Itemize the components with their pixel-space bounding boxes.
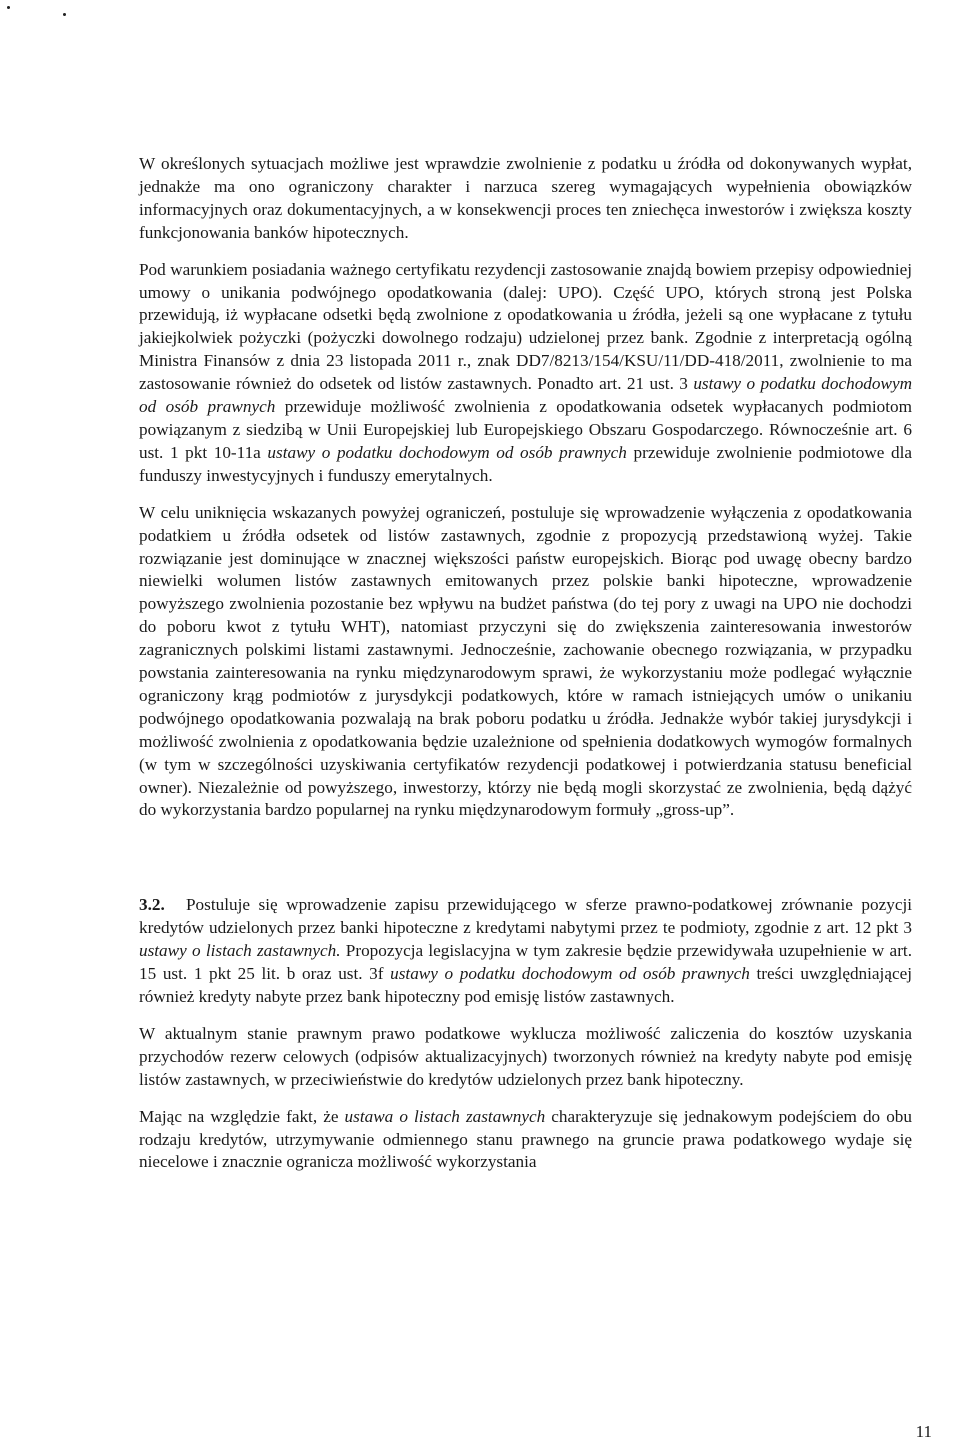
paragraph-p2 — [139, 259, 912, 488]
law-title-italic: ustawy o listach zastawnych. — [139, 941, 341, 961]
text-run: przewiduje możliwość zwolnienia z opodatkowania odsetek wypłacanych podmiotom powiązanym z siedzibą w Unii Europejskiej lub Europejskiego Obszaru Gospodarczego. Równocześnie art. 6 ust. 1 pkt 10-11a — [139, 397, 912, 462]
law-title-italic: ustawy o podatku dochodowym od osób prawnych — [390, 964, 750, 984]
text-run: W określonych sytuacjach możliwe jest wprawdzie zwolnienie z podatku u źródła od dokonywanych wypłat, jednakże ma ono ograniczony charakter i narzuca szereg wymagających wypełnienia obowiązków informacyjnych oraz dokumentacyjnych, a w konsekwencji proces ten zniechęca inwestorów i zwiększa koszty funkcjonowania banków hipotecznych. — [139, 154, 912, 242]
text-run: charakteryzuje się jednakowym podejściem do obu rodzaju kredytów, utrzymywanie odmiennego stanu prawnego na gruncie prawa podatkowego wydaje się niecelowe i znacznie ogranicza możliwość wykorzystania — [139, 1106, 912, 1172]
text-run: Mając na względzie fakt, że — [139, 1106, 345, 1126]
text-run: przewiduje zwolnienie podmiotowe dla funduszy inwestycyjnych i funduszy emerytalnych. — [139, 442, 913, 485]
scan-speck — [7, 6, 10, 9]
text-run: Postuluje się wprowadzenie zapisu przewidującego w sferze prawno-podatkowej zrównanie pozycji kredytów udzielonych przez banki hipoteczne z kredytami nabytymi przez te podmioty, zgodnie z art. 12 pkt 3 — [139, 895, 912, 938]
text-run: W aktualnym stanie prawnym prawo podatkowe wyklucza możliwość zaliczenia do kosztów uzyskania przychodów rezerw celowych (odpisów aktualizacyjnych) tworzonych również na kredyty nabyte pod emisję listów zastawnych, w przeciwieństwie do kredytów udzielonych przez bank hipoteczny. — [139, 1023, 912, 1089]
scan-speck — [63, 13, 66, 16]
law-title-italic: ustawy o podatku dochodowym od osób prawnych — [267, 442, 627, 462]
paragraph-p1 — [139, 153, 912, 245]
text-run: treści uwzględniającej również kredyty nabyte przez bank hipoteczny pod emisję listów zastawnych. — [139, 964, 912, 1006]
text-run: W celu uniknięcia wskazanych powyżej ograniczeń, postuluje się wprowadzenie wyłączenia z opodatkowania podatkiem u źródła odsetek od listów zastawnych, zgodnie z propozycją przedstawioną wyżej. Takie rozwiązanie jest dominujące w znacznej większości państw europejskich. Biorąc pod uwagę obecny bardzo niewielki wolumen listów zastawnych emitowanych przez polskie banki hipoteczne, wprowadzenie powyższego zwolnienia pozostanie bez wpływu na budżet państwa (do tej pory z uwagi na UPO nie dochodzi do poboru kwot z tytułu WHT), natomiast przyczyni się do zwiększenia zainteresowania inwestorów zagranicznych polskimi listami zastawnymi. Jednocześnie, zachowanie obecnego rozwiązania, w przypadku powstania zainteresowania na rynku międzynarodowym sprawi, że wykorzystaniu może podlegać wyłącznie ograniczony krąg podmiotów z jurysdykcji podatkowych, które w ramach istniejących umów o unikaniu podwójnego opodatkowania pozwalają na brak poboru podatku u źródła. Jednakże wybór takiej jurysdykcji i możliwość zwolnienia z opodatkowania będzie uzależnione od spełnienia dodatkowych wymogów formalnych (w tym w szczególności uzyskiwania certyfikatów rezydencji podatkowej i potwierdzania statusu beneficial owner). Niezależnie od powyższego, inwestorzy, którzy nie będą mogli skorzystać ze zwolnienia, będą dążyć do wykorzystania bardzo popularnej na rynku międzynarodowym formuły „gross-up”. — [139, 502, 912, 820]
paragraph-p3 — [139, 502, 912, 823]
law-title-italic: ustawa o listach zastawnych — [344, 1106, 546, 1126]
law-title-italic: ustawy o podatku dochodowym od osób prawnych — [139, 374, 912, 417]
section-number: 3.2. — [139, 895, 165, 915]
paragraph-p5 — [139, 1023, 912, 1092]
page-number: 11 — [915, 1422, 932, 1441]
text-run: Pod warunkiem posiadania ważnego certyfikatu rezydencji zastosowanie znajdą bowiem przepisy odpowiedniej umowy o unikania podwójnego opodatkowania (dalej: UPO). Część UPO, których stroną jest Polska przewidują, iż wypłacane odsetki będą zwolnione z opodatkowania u źródła, jeżeli są one wypłacane z tytułu jakiejkolwiek pożyczki (pożyczki dowolnego rodzaju) udzielonej przez bank. Zgodnie z interpretacją ogólną Ministra Finansów z dnia 23 listopada 2011 r., znak DD7/8213/154/KSU/11/DD-418/2011, zwolnienie to ma zastosowanie również do odsetek od listów zastawnych. Ponadto art. 21 ust. 3 — [139, 259, 912, 394]
section-3-2-paragraph — [139, 894, 912, 1009]
text-run: Propozycja legislacyjna w tym zakresie będzie przewidywała uzupełnienie w art. 15 ust. 1 pkt 25 lit. b oraz ust. 3f — [139, 941, 912, 984]
document-body — [139, 153, 912, 1174]
paragraph-p6 — [139, 1106, 912, 1175]
